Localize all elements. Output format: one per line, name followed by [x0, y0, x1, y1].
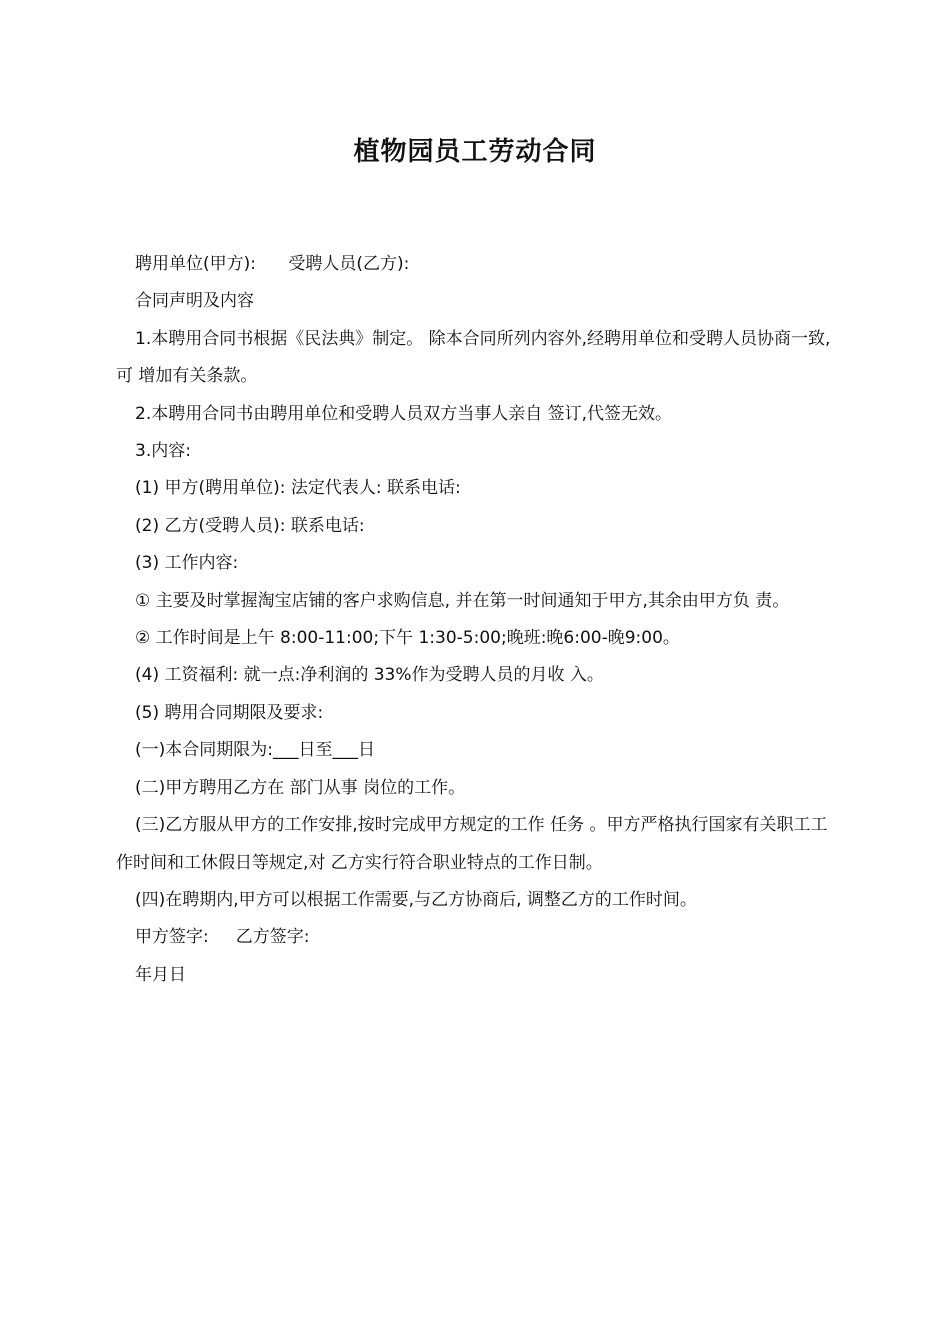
- clause-2: 2.本聘用合同书由聘用单位和受聘人员双方当事人亲自 签订,代签无效。: [135, 403, 673, 424]
- work-hours-item: ② 工作时间是上午 8:00-11:00;下午 1:30-5:00;晚班:晚6:00-晚9:00。: [135, 628, 680, 649]
- contract-statement-heading: 合同声明及内容: [135, 291, 254, 312]
- salary-benefits-line: (4) 工资福利: 就一点:净利润的 33%作为受聘人员的月收 入。: [135, 665, 604, 686]
- party-a-line: (1) 甲方(聘用单位): 法定代表人: 联系电话:: [135, 478, 461, 499]
- term-item-3: (三)乙方服从甲方的工作安排,按时完成甲方规定的工作 任务 。甲方严格执行国家有关职工工作时间和工休假日等规定,对 乙方实行符合职业特点的工作日制。: [116, 815, 828, 873]
- work-content-item-1: ① 主要及时掌握淘宝店铺的客户求购信息, 并在第一时间通知于甲方,其余由甲方负 责。: [135, 590, 790, 611]
- clause-1: 1.本聘用合同书根据《民法典》制定。 除本合同所列内容外,经聘用单位和受聘人员协商一致,可 增加有关条款。: [116, 328, 831, 387]
- date-line: 年月日: [135, 964, 186, 985]
- term-requirements-heading: (5) 聘用合同期限及要求:: [135, 702, 324, 723]
- signature-line: 甲方签字: 乙方签字:: [135, 927, 310, 948]
- term-item-1: (一)本合同期限为:___日至___日: [135, 740, 375, 761]
- term-item-2: (二)甲方聘用乙方在 部门从事 岗位的工作。: [135, 777, 466, 798]
- employer-employee-line: 聘用单位(甲方): 受聘人员(乙方):: [135, 254, 410, 274]
- document-body: [116, 246, 838, 994]
- work-content-heading: (3) 工作内容:: [135, 553, 239, 574]
- clause-3-heading: 3.内容:: [135, 441, 191, 462]
- document-title: 植物园员工劳动合同: [353, 137, 597, 167]
- party-b-line: (2) 乙方(受聘人员): 联系电话:: [135, 515, 365, 536]
- term-item-4: (四)在聘期内,甲方可以根据工作需要,与乙方协商后, 调整乙方的工作时间。: [135, 889, 697, 910]
